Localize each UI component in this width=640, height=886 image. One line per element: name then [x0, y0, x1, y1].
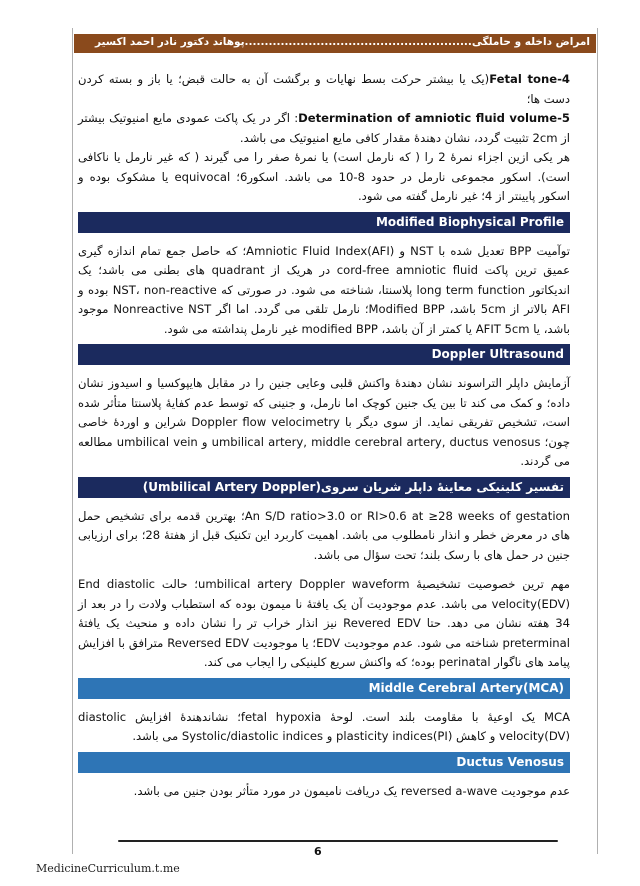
section-umbilical-title: تفسیر کلینیکی معاینۀ داپلر شریان سروی(Umbilical Artery Doppler)	[78, 477, 570, 498]
umbilical-paragraph-2: مهم ترین خصوصیت تشخیصیۀ umbilical artery Doppler waveform؛ حالت End diastolic velocity(EDV) می باشد. عدم موجودیت آن یک یافتۀ نا میمون بوده که استطباب ولادت را در بعد از 34 هفته نشان می دهد. حتا Revered EDV نیز انذار خراب تر را نشان داده و منحیث یک یافتۀ preterminal شناخته می شود. عدم موجودیت EDV؛ یا موجودیت Reversed EDV مترافق با افزایش پیامد های ناگوار perinatal بوده؛ که واکنش سریع کلینیکی را ایجاب می کند.	[78, 577, 571, 669]
scoring-text: هر یکی ازین اجزاء نمرۀ 2 را ( که نارمل است) یا نمرۀ صفر را می گیرند ( که غیر نارمل یا ناکافی است). اسکور مجموعی نارمل در حدود 8-10 می باشد. اسکور6؛ equivocal یا مشکوک بوده و اسکور پایینتر از 4؛ غیر نارمل گفته می شود.	[78, 150, 571, 203]
amniotic-fluid-term: Determination of amniotic fluid volume-5	[298, 111, 571, 125]
running-header: امراض داخله و حاملگی.........................................................پوهاند دکتور نادر احمد اکسیر	[74, 34, 596, 53]
mca-paragraph: MCA یک اوعیۀ با مقاومت بلند است. لوحۀ fetal hypoxia؛ نشاندهندۀ افزایش diastolic velocity(DV) و کاهش plasticity indices(PI) و Systolic/diastolic indices می باشد.	[78, 709, 570, 743]
umbilical-paragraph-1: An S/D ratio>3.0 or RI>0.6 at ≥28 weeks of gestation؛ بهترین قدمه برای تشخیص حمل های در معرض خطر و انذار نامطلوب می باشد. اهمیت کاربرد این تکنیک قبل از هفتۀ 28؛ برای ارزیابی جنین در حمل های با رسک بلند؛ تحت سؤال می باشد.	[78, 508, 571, 562]
page-content	[78, 70, 570, 801]
fetal-tone-paragraph	[78, 70, 570, 109]
page-number: 6	[314, 845, 322, 858]
fetal-tone-term: Fetal tone-4	[489, 72, 570, 86]
ductus-paragraph: عدم موجودیت reversed a-wave یک دریافت نامیمون در مورد متأثر بودن جنین می باشد.	[133, 783, 570, 798]
footer-divider	[118, 840, 558, 842]
doppler-paragraph: آزمایش داپلر التراسوند نشان دهندۀ واکنش قلبی وعایی جنین را در مقابل هایپوکسیا و اسیدوز نشان داده؛ و کمک می کند تا بین یک جنین کوچک اما نارمل، و جنینی که توسط عدم کفایۀ پلاسنتا متأثر شده است، تشخیص تفریقی نماید. از سوی دیگر با Doppler flow velocimetry شراین و اوردۀ خاصی چون؛ umbilical artery, middle cerebral artery, ductus venosus و umbilical vein مطالعه می گردند.	[78, 376, 570, 468]
fetal-tone-text: (یک یا بیشتر حرکت بسط نهایات و برگشت آن به حالت قبض؛ یا باز و بسته کردن دست ها؛	[78, 72, 570, 106]
section-mca-title: Middle Cerebral Artery(MCA)	[78, 678, 570, 699]
amniotic-fluid-paragraph	[78, 109, 570, 148]
section-bpp-title: Modified Biophysical Profile	[78, 212, 570, 233]
section-ductus-title: Ductus Venosus	[78, 752, 570, 773]
scoring-paragraph	[78, 148, 570, 207]
channel-watermark: MedicineCurriculum.t.me	[36, 862, 180, 875]
amniotic-fluid-text: : اگر در یک پاکت عمودی مایع امنیوتیک بیشتر از 2cm تثبیت گردد، نشان دهندۀ مقدار کافی مایع امنیوتیک می باشد.	[78, 111, 570, 145]
bpp-paragraph: توآمیت BPP تعدیل شده با NST و Amniotic Fluid Index(AFI)؛ که حاصل جمع تمام اندازه گیری عمیق ترین پاکت cord-free amniotic fluid در هریک از quadrant های بطنی می باشد؛ یک اندیکاتور long term function پلاسنتا، شناخته می شود. در صورتی که NST، non-reactive بوده و AFI بالاتر از 5cm باشد، Modified BPP؛ نارمل تلقی می گردد. اما اگر Nonreactive NST موجود باشد، یا AFIT 5cm یا کمتر از آن باشد، modified BPP غیر نارمل پنداشته می شود.	[78, 243, 571, 336]
section-doppler-title: Doppler Ultrasound	[78, 344, 570, 365]
